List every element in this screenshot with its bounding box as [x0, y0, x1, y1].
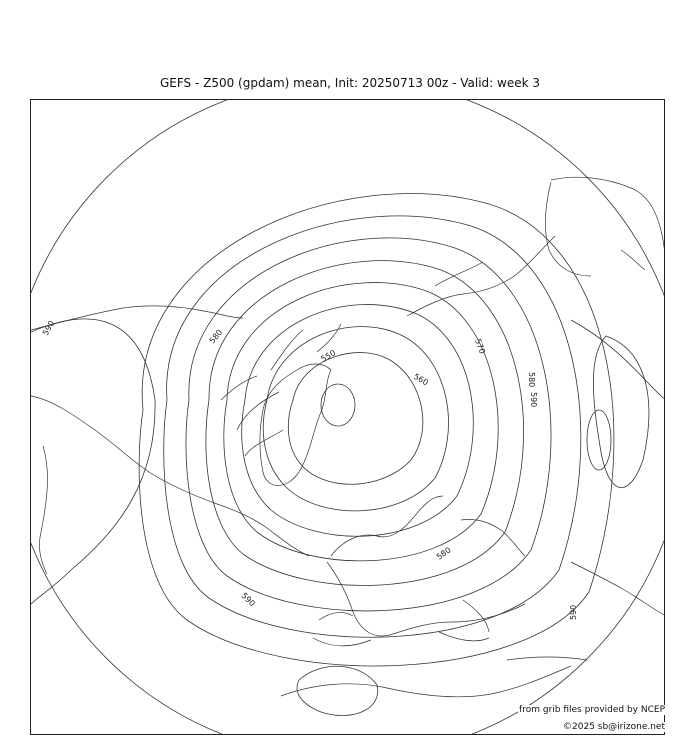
contour-line: [242, 305, 474, 537]
british-isles-coast: [319, 613, 353, 620]
contour-line: [206, 261, 524, 586]
data-source-credit: from grib files provided by NCEP: [519, 705, 665, 715]
north-america-arctic-coast: [31, 306, 243, 330]
hudson-bay-coast: [39, 446, 47, 574]
north-africa-coast: [281, 666, 571, 697]
europe-coast: [327, 562, 525, 636]
contour-line: [593, 336, 649, 488]
contour-label: 560: [412, 371, 430, 388]
north-america-east-coast: [31, 396, 309, 556]
contour-label: 590: [529, 392, 538, 408]
contour-line: [297, 666, 378, 715]
contour-label: 590: [569, 604, 578, 620]
contour-label: 590: [40, 319, 57, 337]
hemisphere-boundary: [31, 100, 665, 735]
contour-label: 550: [319, 348, 338, 364]
contour-line: [571, 320, 665, 400]
alaska-coast: [551, 177, 665, 270]
contour-line: [224, 283, 498, 561]
contour-label: 580: [527, 372, 536, 388]
contour-label: 580: [434, 545, 453, 562]
greenland-coast: [260, 364, 331, 486]
contour-label: 570: [473, 337, 487, 356]
mediterranean-coast: [439, 600, 489, 641]
contour-line: [263, 327, 448, 511]
contour-line: [288, 353, 423, 485]
contour-line: [31, 319, 155, 604]
contour-label: 590: [239, 591, 257, 609]
map-panel: [30, 99, 665, 735]
caspian-coast: [461, 519, 525, 556]
iberia-coast: [313, 638, 371, 646]
contour-map: [31, 100, 665, 735]
contour-line: [164, 216, 581, 637]
siberia-coast: [407, 236, 555, 316]
map-title: GEFS - Z500 (gpdam) mean, Init: 20250713 00z - Valid: week 3: [159, 76, 541, 90]
contour-line: [186, 238, 551, 611]
bering-coast: [545, 182, 591, 276]
contour-label: 580: [207, 327, 225, 346]
contour-line: [139, 194, 614, 666]
aleutian-coast: [621, 250, 645, 270]
arabia-coast: [507, 657, 587, 660]
copyright-credit: ©2025 sb@irizone.net: [563, 722, 665, 732]
taymyr-coast: [435, 262, 483, 286]
scandinavia-coast: [331, 496, 443, 556]
